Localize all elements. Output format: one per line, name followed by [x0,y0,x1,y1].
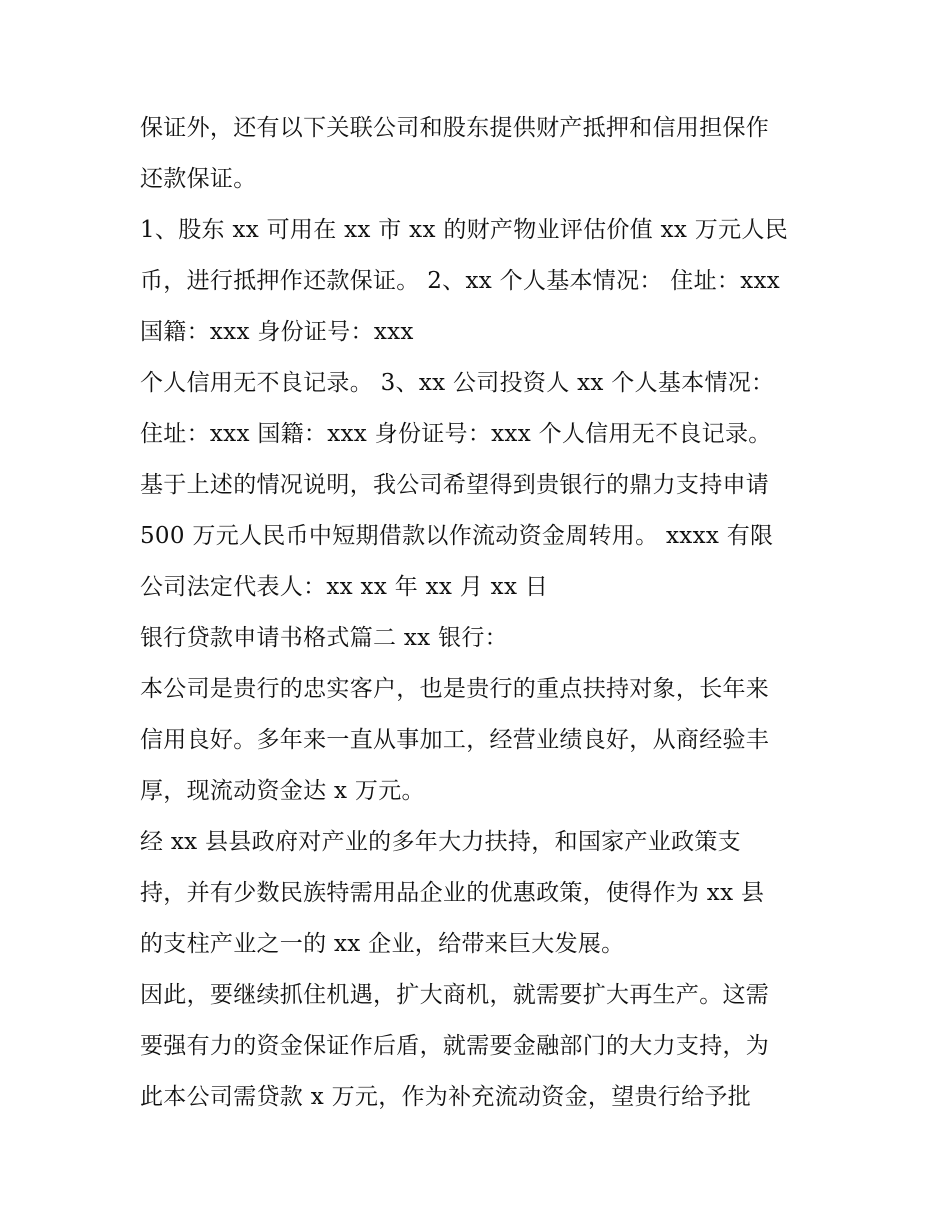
text-line: 住址：xxx 国籍：xxx 身份证号：xxx 个人信用无不良记录。 [140,421,772,447]
text-line: 个人信用无不良记录。 3、xx 公司投资人 xx 个人基本情况： [140,370,775,396]
text-line: 500 万元人民币中短期借款以作流动资金周转用。 xxxx 有限 [140,523,774,549]
text-line: 公司法定代表人：xx xx 年 xx 月 xx 日 [140,574,549,600]
text-line: 基于上述的情况说明，我公司希望得到贵银行的鼎力支持申请 [140,472,770,498]
text-line: 厚，现流动资金达 x 万元。 [140,778,425,804]
text-line: 信用良好。多年来一直从事加工，经营业绩良好，从商经验丰 [140,727,770,753]
text-line: 本公司是贵行的忠实客户，也是贵行的重点扶持对象，长年来 [140,676,770,702]
text-line: 持，并有少数民族特需用品企业的优惠政策，使得作为 xx 县 [140,880,765,906]
text-line: 保证外，还有以下关联公司和股东提供财产抵押和信用担保作 [140,115,770,141]
text-line: 币，进行抵押作还款保证。 2、xx 个人基本情况： 住址：xxx [140,268,781,294]
text-line: 要强有力的资金保证作后盾，就需要金融部门的大力支持，为 [140,1033,770,1059]
text-line: 因此，要继续抓住机遇，扩大商机，就需要扩大再生产。这需 [140,982,770,1008]
text-line: 此本公司需贷款 x 万元，作为补充流动资金，望贵行给予批 [140,1084,751,1110]
text-line: 经 xx 县县政府对产业的多年大力扶持，和国家产业政策支 [140,829,741,855]
text-line: 的支柱产业之一的 xx 企业，给带来巨大发展。 [140,931,625,957]
text-line: 1、股东 xx 可用在 xx 市 xx 的财产物业评估价值 xx 万元人民 [140,217,788,243]
text-line: 还款保证。 [140,166,257,192]
section-heading: 银行贷款申请书格式篇二 xx 银行： [140,625,508,651]
document-body [140,103,820,1123]
text-line: 国籍：xxx 身份证号：xxx [140,319,414,345]
